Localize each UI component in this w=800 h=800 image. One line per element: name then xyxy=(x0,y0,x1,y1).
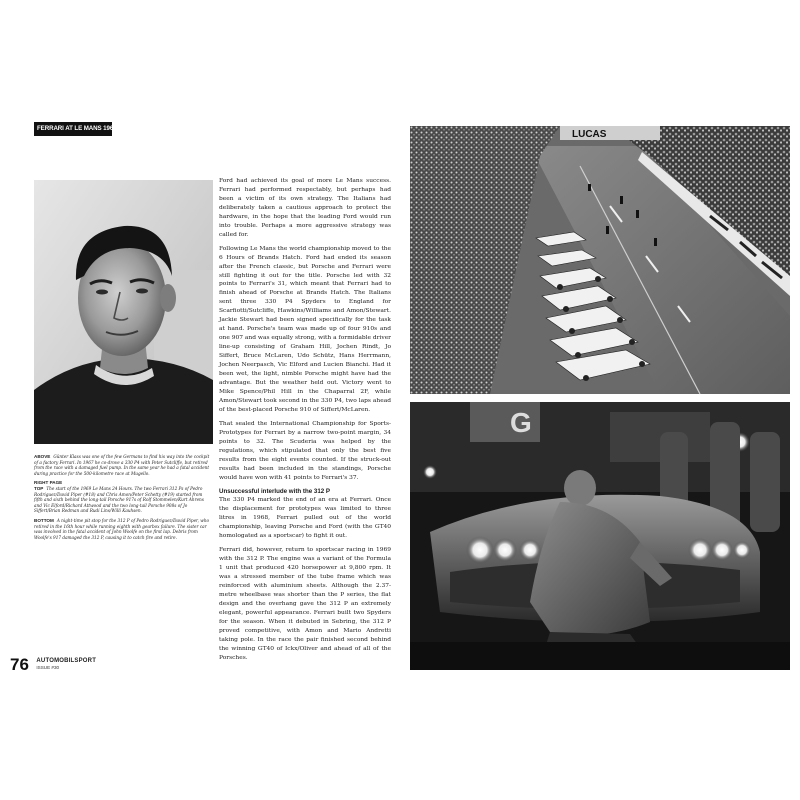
caption-right-page-heading: RIGHT PAGE xyxy=(34,480,63,486)
caption-top-label: TOP xyxy=(34,485,44,491)
folio xyxy=(10,656,96,674)
page-number: 76 xyxy=(10,655,29,674)
issue-number: ISSUE #30 xyxy=(36,665,60,670)
caption-bottom-label: BOTTOM xyxy=(34,517,54,523)
caption-above xyxy=(34,454,212,476)
caption-above-text: Günter Klass was one of the few Germans to find his way into the cockpit of a factory Ferrari. In 1967 he co-drove a 330 P4 with Peter Sutcliffe, but retired from the race with a damaged fuel pump. In the same year he had a fatal accident during practice for the 500-kilometre race at Mugello. xyxy=(34,454,210,476)
article-paragraph: The 330 P4 marked the end of an era at Ferrari. Once the displacement for prototypes was limited to three litres in 1968, Ferrari pulled out of the world championship, leaving Porsche and Ford (with the GT40 homologated as a sportscar) to fight it out. xyxy=(219,497,391,540)
race-start-photo xyxy=(410,126,790,394)
article-subhead: Unsuccessful interlude with the 312 P xyxy=(219,488,331,496)
night-pit-photo xyxy=(410,402,790,670)
svg-text:G: G xyxy=(510,407,532,438)
article-paragraph: That sealed the International Championship for Sports-Prototypes for Ferrari by a narrow two-point margin, 34 points to 32. The Scuderia was helped by the regulations, which stipulated that only the best five results from the eight events counted. If the struck-out results had been included in the standings, Porsche would have won with 41 points to Ferrari's 37. xyxy=(219,420,391,481)
article-paragraph: Ford had achieved its goal of more Le Mans success. Ferrari had performed respectably, but perhaps had been a victim of its own strategy. The Italians had deliberately taken a cautious approach to protect the hardware, in the hope that the leading Ford would run into trouble. Perhaps a more aggressive strategy was called for. xyxy=(219,178,391,238)
portrait-image xyxy=(34,180,213,444)
portrait-photo xyxy=(34,180,213,444)
captions xyxy=(34,454,212,544)
caption-above-label: ABOVE xyxy=(34,454,51,459)
magazine-brand xyxy=(36,658,96,671)
lucas-sign: LUCAS xyxy=(572,129,607,140)
magazine-name: AUTOMOBILSPORT xyxy=(36,658,97,664)
night-pit-image xyxy=(410,402,790,670)
article-paragraph: Following Le Mans the world championship moved to the 6 Hours of Brands Hatch. Ford had ended its season after the French classic, but Porsche and Ferrari were still fighting it out for the title. Porsche led with 32 points to Ferrari's 31, which meant that Ferrari had to finish ahead of Porsche at Brands Hatch. The Italians sent three 330 P4 Spyders to England for Scarfiotti/Sutcliffe, Hawkins/Williams and Amon/Stewart. Jackie Stewart had been signed specifically for the task at hand. Porsche's team was made up of four 910s and one 907 and was equally strong, with a formidable driver line-up consisting of Graham Hill, Jochen Rindt, Jo Siffert, Bruce McLaren, Udo Schütz, Hans Herrmann, Jochen Neerpasch, Vic Elford and Lucien Bianchi. Had it been wet, the light, nimble Porsche might have had the advantage. But the weather held out. Victory went to Mike Spence/Phil Hill in the Chaparral 2F, while Amon/Stewart took second in the 330 P4, two laps ahead of the best-placed Porsche 910 of Siffert/McLaren. xyxy=(219,245,391,413)
article-paragraph: Ferrari did, however, return to sportscar racing in 1969 with the 312 P. The engine was a variant of the Formula 1 unit that produced 420 horsepower at 9,800 rpm. It was a stressed member of the tube frame which was reinforced with aluminium sheets. Although the 2.37-metre wheelbase was shorter than the P series, the flat design and the overhang gave the 312 P an extremely elegant, powerful appearance. Ferrari built two Spyders for the season. When it debuted in Sebring, the 312 P proved competitive, with Amon and Mario Andretti taking pole. In the race the pair finished second behind the winning GT40 of Ickx/Oliver and ahead of all of the Porsches. xyxy=(219,547,391,661)
caption-top xyxy=(34,486,212,514)
article-body xyxy=(219,177,391,668)
caption-bottom xyxy=(34,518,212,540)
caption-bottom-text: A night-time pit stop for the 312 P of Pedro Rodriguez/David Piper, who retired in the 16th hour while running eighth with gearbox failure. The sister car was involved in the fatal accident of John Woolfe on the first lap. Debris from Woolfe's 917 damaged the 312 P, causing it to catch fire and retire. xyxy=(34,517,210,540)
caption-top-text: The start of the 1969 Le Mans 24 Hours. The two Ferrari 312 Ps of Pedro Rodriguez/David Piper (#18) and Chris Amon/Peter Schetty (#19) started from fifth and sixth behind the long-tail Porsche 917s of Rolf Stommelen/Kurt Ahrens and Vic Elford/Richard Attwood and the two long-tail Porsche 908s of Jo Siffert/Brian Redman and Rudi Lins/Willi Kauhsen. xyxy=(34,485,204,514)
race-start-image xyxy=(410,126,790,394)
section-tag: FERRARI AT LE MANS 1961–1969 xyxy=(34,122,112,136)
